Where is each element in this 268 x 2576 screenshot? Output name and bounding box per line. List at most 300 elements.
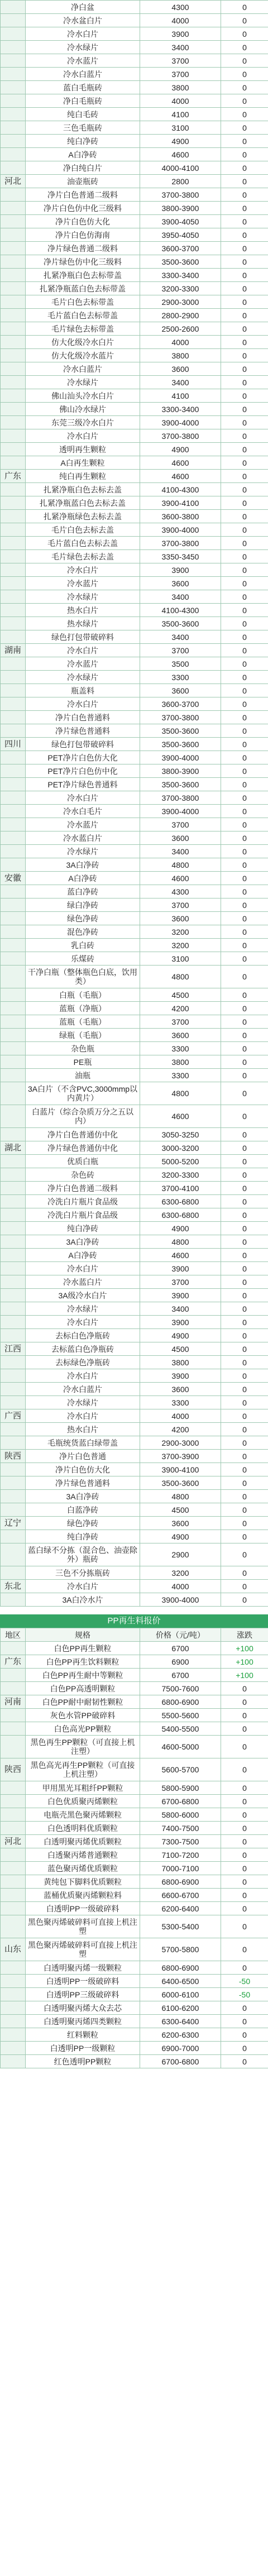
price-cell: 5500-5600 [140, 1709, 221, 1722]
price-cell: 2800 [140, 175, 221, 188]
region-cell: 辽宁 [1, 1517, 26, 1530]
product-cell: 仿大化级冷水蓝片 [26, 349, 140, 362]
change-cell: 0 [221, 1593, 268, 1607]
table-row [1, 966, 268, 988]
price-cell: 7400-7500 [140, 1822, 221, 1835]
change-cell: 0 [221, 1463, 268, 1476]
price-cell: 3400 [140, 1302, 221, 1316]
product-cell: A白再生颗粒 [26, 456, 140, 470]
table-row [1, 41, 268, 54]
region-cell [1, 537, 26, 550]
table-row [1, 2055, 268, 2068]
price-cell: 4100 [140, 389, 221, 403]
change-cell: 0 [221, 1105, 268, 1128]
price-cell: 4000 [140, 14, 221, 27]
table-row [1, 202, 268, 215]
product-cell: 净片白色普通料 [26, 711, 140, 724]
region-cell [1, 925, 26, 939]
price-cell: 4600 [140, 1105, 221, 1128]
price-cell: 3900 [140, 1369, 221, 1383]
region-cell [1, 443, 26, 456]
table-row [1, 671, 268, 684]
product-cell: 白瓶（毛瓶） [26, 988, 140, 1002]
price-cell: 4100-4300 [140, 483, 221, 496]
region-cell [1, 228, 26, 242]
change-cell: 0 [221, 1695, 268, 1709]
table-row [1, 161, 268, 175]
table-row [1, 764, 268, 778]
product-cell: 冷水蓝片 [26, 818, 140, 831]
price-cell: 4800 [140, 966, 221, 988]
table-row [1, 885, 268, 899]
table-row [1, 1580, 268, 1593]
price-cell: 6400-6500 [140, 1975, 221, 1988]
product-cell: 冷水白蓝片 [26, 68, 140, 81]
region-cell [1, 1862, 26, 1875]
price-cell: 3600 [140, 1383, 221, 1396]
product-cell: 绿白净砖 [26, 899, 140, 912]
change-cell: 0 [221, 2001, 268, 2015]
pp-price-table [0, 1628, 268, 2068]
price-cell: 2900-3000 [140, 295, 221, 309]
table-row [1, 939, 268, 952]
change-cell: 0 [221, 215, 268, 228]
product-cell: 3A白净砖 [26, 858, 140, 872]
price-cell: 3000-3200 [140, 1141, 221, 1155]
table-row [1, 1566, 268, 1580]
price-cell: 3800-3900 [140, 764, 221, 778]
table-row [1, 1029, 268, 1042]
region-cell [1, 68, 26, 81]
table-row [1, 188, 268, 202]
table-row [1, 2015, 268, 2028]
region-cell [1, 135, 26, 148]
table-row [1, 27, 268, 41]
price-cell: 4500 [140, 988, 221, 1002]
region-cell [1, 54, 26, 68]
change-cell: 0 [221, 81, 268, 94]
region-cell [1, 1015, 26, 1029]
product-cell: 净片白色仿海南 [26, 228, 140, 242]
region-cell: 广东 [1, 1655, 26, 1669]
change-cell: 0 [221, 1275, 268, 1289]
table-row [1, 228, 268, 242]
price-cell: 5800-5900 [140, 1781, 221, 1795]
product-cell: 冷水绿片 [26, 845, 140, 858]
spec-cell: 白色PP再生颗粒 [26, 1642, 140, 1655]
price-cell: 4900 [140, 1222, 221, 1235]
table-row [1, 496, 268, 510]
change-cell: 0 [221, 1835, 268, 1848]
product-cell: 白蓝净砖 [26, 1503, 140, 1517]
product-cell: 净片绿色普通二级料 [26, 242, 140, 255]
region-cell [1, 577, 26, 590]
change-cell: 0 [221, 27, 268, 41]
table-row [1, 1835, 268, 1848]
region-cell [1, 858, 26, 872]
change-cell: 0 [221, 1396, 268, 1409]
price-cell: 2900-3000 [140, 1436, 221, 1450]
table-row [1, 912, 268, 925]
price-cell: 3400 [140, 845, 221, 858]
region-cell [1, 657, 26, 671]
table-row [1, 1503, 268, 1517]
product-cell: 冷洗白片瓶片食品级 [26, 1208, 140, 1222]
change-cell: -50 [221, 1975, 268, 1988]
spec-cell: 白透明聚丙烯大众去芯 [26, 2001, 140, 2015]
price-cell: 6000-6100 [140, 1988, 221, 2001]
price-cell: 3900-4000 [140, 416, 221, 429]
region-cell [1, 389, 26, 403]
change-cell: 0 [221, 925, 268, 939]
price-cell: 3800-3900 [140, 202, 221, 215]
product-cell: 冷水白片 [26, 429, 140, 443]
price-cell: 3500-3600 [140, 255, 221, 269]
region-cell [1, 1249, 26, 1262]
table-row [1, 1490, 268, 1503]
change-cell: 0 [221, 845, 268, 858]
region-cell [1, 94, 26, 108]
product-cell: 冷水白片 [26, 791, 140, 805]
table-row [1, 1709, 268, 1722]
product-cell: 油壶瓶砖 [26, 175, 140, 188]
price-cell: 3600 [140, 1029, 221, 1042]
product-cell: 蓝白绿不分拣（混合色、油壶除外）瓶砖 [26, 1543, 140, 1566]
region-cell [1, 1566, 26, 1580]
price-cell: 4800 [140, 858, 221, 872]
price-cell: 3200-3300 [140, 1168, 221, 1182]
region-cell [1, 711, 26, 724]
table-row [1, 242, 268, 255]
region-cell [1, 684, 26, 697]
region-cell [1, 1055, 26, 1069]
product-cell: 净白盆 [26, 1, 140, 14]
change-cell: 0 [221, 791, 268, 805]
price-cell: 3400 [140, 41, 221, 54]
price-cell: 4900 [140, 1530, 221, 1543]
product-cell: 净片白色仿大化 [26, 215, 140, 228]
change-cell: 0 [221, 1938, 268, 1961]
price-cell: 4600 [140, 1249, 221, 1262]
price-cell: 6700-6800 [140, 1795, 221, 1808]
region-cell [1, 1530, 26, 1543]
table-row [1, 1105, 268, 1128]
change-cell: 0 [221, 1709, 268, 1722]
product-cell: 冷水白片 [26, 1580, 140, 1593]
product-cell: 三色不分拣瓶砖 [26, 1566, 140, 1580]
table-row [1, 805, 268, 818]
region-cell [1, 496, 26, 510]
change-cell: 0 [221, 550, 268, 563]
price-cell: 4800 [140, 1082, 221, 1105]
spec-cell: 灰色水管PP破碎料 [26, 1709, 140, 1722]
region-cell [1, 1302, 26, 1316]
region-cell [1, 952, 26, 966]
price-cell: 3300-3400 [140, 403, 221, 416]
product-cell: 扎紧净瓶蓝白色去标去盖 [26, 496, 140, 510]
change-cell: 0 [221, 711, 268, 724]
price-cell: 3200 [140, 939, 221, 952]
change-cell: 0 [221, 939, 268, 952]
region-cell [1, 148, 26, 161]
change-cell: 0 [221, 1208, 268, 1222]
price-cell: 5700-5800 [140, 1938, 221, 1961]
region-cell [1, 1902, 26, 1915]
table-row [1, 1128, 268, 1141]
region-cell [1, 604, 26, 617]
price-cell: 4500 [140, 1342, 221, 1356]
table-row [1, 952, 268, 966]
price-cell: 3800 [140, 1356, 221, 1369]
product-cell: 冷水绿片 [26, 671, 140, 684]
table-row [1, 1383, 268, 1396]
region-cell [1, 349, 26, 362]
product-cell: 冷水绿片 [26, 376, 140, 389]
table-row [1, 697, 268, 711]
product-cell: 去标白色净瓶砖 [26, 1329, 140, 1342]
table-row [1, 255, 268, 269]
change-cell: 0 [221, 1002, 268, 1015]
table-row [1, 1722, 268, 1736]
region-cell [1, 1669, 26, 1682]
table-row [1, 751, 268, 764]
table-row [1, 711, 268, 724]
change-cell: 0 [221, 604, 268, 617]
region-cell [1, 1722, 26, 1736]
change-cell: 0 [221, 1580, 268, 1593]
change-cell: 0 [221, 1889, 268, 1902]
product-cell: 佛山汕头冷水白片 [26, 389, 140, 403]
change-cell: 0 [221, 577, 268, 590]
change-cell: 0 [221, 148, 268, 161]
table-row [1, 1002, 268, 1015]
region-cell [1, 1383, 26, 1396]
price-cell: 3400 [140, 590, 221, 604]
region-cell [1, 724, 26, 738]
change-cell: 0 [221, 255, 268, 269]
price-cell: 4200 [140, 1002, 221, 1015]
price-cell: 3600 [140, 362, 221, 376]
price-cell: 6300-6800 [140, 1208, 221, 1222]
spec-cell: 黄纯包下脚料优质颗粒 [26, 1875, 140, 1889]
change-cell: 0 [221, 1476, 268, 1490]
spec-cell: 白色PP再生耐中等颗粒 [26, 1669, 140, 1682]
change-cell: 0 [221, 738, 268, 751]
table-row [1, 1476, 268, 1490]
price-cell: 3900-4000 [140, 1593, 221, 1607]
price-cell: 3700-3800 [140, 429, 221, 443]
table-row [1, 1222, 268, 1235]
price-cell: 4900 [140, 443, 221, 456]
change-cell: 0 [221, 1082, 268, 1105]
product-cell: 冷水白片 [26, 1262, 140, 1275]
table-row [1, 54, 268, 68]
change-cell: 0 [221, 1069, 268, 1082]
change-cell: 0 [221, 885, 268, 899]
region-cell: 湖南 [1, 644, 26, 657]
table-row [1, 1195, 268, 1208]
table-row [1, 1, 268, 14]
change-cell: 0 [221, 617, 268, 630]
product-cell: 冷水蓝白片 [26, 831, 140, 845]
region-cell [1, 988, 26, 1002]
price-cell: 3200-3300 [140, 282, 221, 295]
price-cell: 3050-3250 [140, 1128, 221, 1141]
spec-cell: 白透明PP一级破碎料 [26, 1902, 140, 1915]
change-cell: 0 [221, 416, 268, 429]
price-cell: 3300 [140, 1396, 221, 1409]
price-cell: 3700-3800 [140, 791, 221, 805]
spec-cell: 白色优质聚丙烯颗粒 [26, 1795, 140, 1808]
change-cell: 0 [221, 1289, 268, 1302]
change-cell: 0 [221, 966, 268, 988]
region-cell: 河北 [1, 1835, 26, 1848]
change-cell: 0 [221, 1436, 268, 1450]
table-row [1, 818, 268, 831]
change-cell: 0 [221, 1758, 268, 1781]
change-cell: 0 [221, 228, 268, 242]
table-row [1, 456, 268, 470]
change-cell: 0 [221, 1342, 268, 1356]
region-cell [1, 295, 26, 309]
change-cell: 0 [221, 872, 268, 885]
change-cell: 0 [221, 389, 268, 403]
product-cell: 冷水白片 [26, 1409, 140, 1423]
region-cell [1, 1642, 26, 1655]
table-row [1, 416, 268, 429]
change-cell: 0 [221, 1409, 268, 1423]
price-cell: 3600 [140, 1517, 221, 1530]
spec-cell: 红色透明PP颗粒 [26, 2055, 140, 2068]
change-cell: 0 [221, 510, 268, 523]
table-row [1, 684, 268, 697]
product-cell: 热水白片 [26, 604, 140, 617]
table-row [1, 1450, 268, 1463]
product-cell: 蓝白毛瓶砖 [26, 81, 140, 94]
change-cell: 0 [221, 470, 268, 483]
region-cell [1, 2015, 26, 2028]
price-cell: 5300-5400 [140, 1915, 221, 1938]
price-cell: 3600-3700 [140, 242, 221, 255]
price-cell: 3100 [140, 121, 221, 135]
price-cell: 6300-6800 [140, 1195, 221, 1208]
region-cell [1, 1975, 26, 1988]
region-cell [1, 630, 26, 644]
product-cell: 绿色打包带破碎料 [26, 738, 140, 751]
table-row [1, 1808, 268, 1822]
price-cell: 4100 [140, 108, 221, 121]
table-row [1, 148, 268, 161]
change-cell: 0 [221, 1029, 268, 1042]
product-cell: 净白毛瓶砖 [26, 94, 140, 108]
product-cell: 去标绿色净瓶砖 [26, 1356, 140, 1369]
table-row [1, 376, 268, 389]
table-row [1, 1141, 268, 1155]
price-cell: 2800-2900 [140, 309, 221, 322]
change-cell: 0 [221, 684, 268, 697]
price-cell: 3700 [140, 68, 221, 81]
region-cell [1, 376, 26, 389]
region-cell [1, 510, 26, 523]
product-cell: 冷水白片 [26, 1316, 140, 1329]
price-cell: 3600 [140, 684, 221, 697]
table-row [1, 1042, 268, 1055]
change-cell: 0 [221, 1262, 268, 1275]
price-cell: 3400 [140, 630, 221, 644]
change-cell: 0 [221, 2028, 268, 2042]
change-cell: 0 [221, 751, 268, 764]
pp-section-banner: PP再生料报价 [0, 1614, 268, 1628]
region-cell [1, 1042, 26, 1055]
change-cell: 0 [221, 563, 268, 577]
product-cell: 绿色净砖 [26, 1517, 140, 1530]
region-cell [1, 1289, 26, 1302]
region-cell [1, 429, 26, 443]
price-cell: 3500 [140, 657, 221, 671]
region-cell [1, 778, 26, 791]
product-cell: 去标蓝白色净瓶砖 [26, 1342, 140, 1356]
change-cell: 0 [221, 108, 268, 121]
region-cell [1, 1436, 26, 1450]
region-cell [1, 1155, 26, 1168]
region-cell [1, 81, 26, 94]
change-cell: 0 [221, 1682, 268, 1695]
change-cell: 0 [221, 443, 268, 456]
price-cell: 7100-7200 [140, 1848, 221, 1862]
product-cell: 白蓝片（综合杂质万分之五以内） [26, 1105, 140, 1128]
price-cell: 4000 [140, 94, 221, 108]
change-cell: 0 [221, 242, 268, 255]
price-cell: 4000 [140, 1580, 221, 1593]
table-row [1, 563, 268, 577]
price-cell: 3900 [140, 1262, 221, 1275]
table-row [1, 831, 268, 845]
change-cell: 0 [221, 1055, 268, 1069]
product-cell: 冷水白片 [26, 1369, 140, 1383]
region-cell [1, 1709, 26, 1722]
product-cell: 纯白净砖 [26, 1222, 140, 1235]
product-cell: 净片白色普通 [26, 1450, 140, 1463]
spec-cell: 白色PP再生饮料颗粒 [26, 1655, 140, 1669]
region-cell [1, 14, 26, 27]
region-cell [1, 1029, 26, 1042]
product-cell: 净白纯白片 [26, 161, 140, 175]
spec-cell: 白透明聚丙烯优质颗粒 [26, 1835, 140, 1848]
table-row [1, 2001, 268, 2015]
table-row [1, 1275, 268, 1289]
region-cell [1, 885, 26, 899]
product-cell: 纯白毛砖 [26, 108, 140, 121]
table-row [1, 1795, 268, 1808]
table-row [1, 845, 268, 858]
product-cell: A白净砖 [26, 1249, 140, 1262]
price-cell: 3700-3800 [140, 711, 221, 724]
change-cell: 0 [221, 41, 268, 54]
change-cell: 0 [221, 1808, 268, 1822]
price-cell: 5800-6000 [140, 1808, 221, 1822]
product-cell: 热水白片 [26, 1423, 140, 1436]
change-cell: 0 [221, 1848, 268, 1862]
region-cell: 河北 [1, 175, 26, 188]
price-cell: 3200 [140, 1566, 221, 1580]
change-cell: 0 [221, 1566, 268, 1580]
change-cell: 0 [221, 1722, 268, 1736]
spec-cell: 蓝桶优质聚丙烯颗粒料 [26, 1889, 140, 1902]
price-cell: 4600 [140, 470, 221, 483]
product-cell: 冷水蓝片 [26, 657, 140, 671]
product-cell: 毛片白色去标带盖 [26, 295, 140, 309]
change-cell: 0 [221, 1015, 268, 1029]
